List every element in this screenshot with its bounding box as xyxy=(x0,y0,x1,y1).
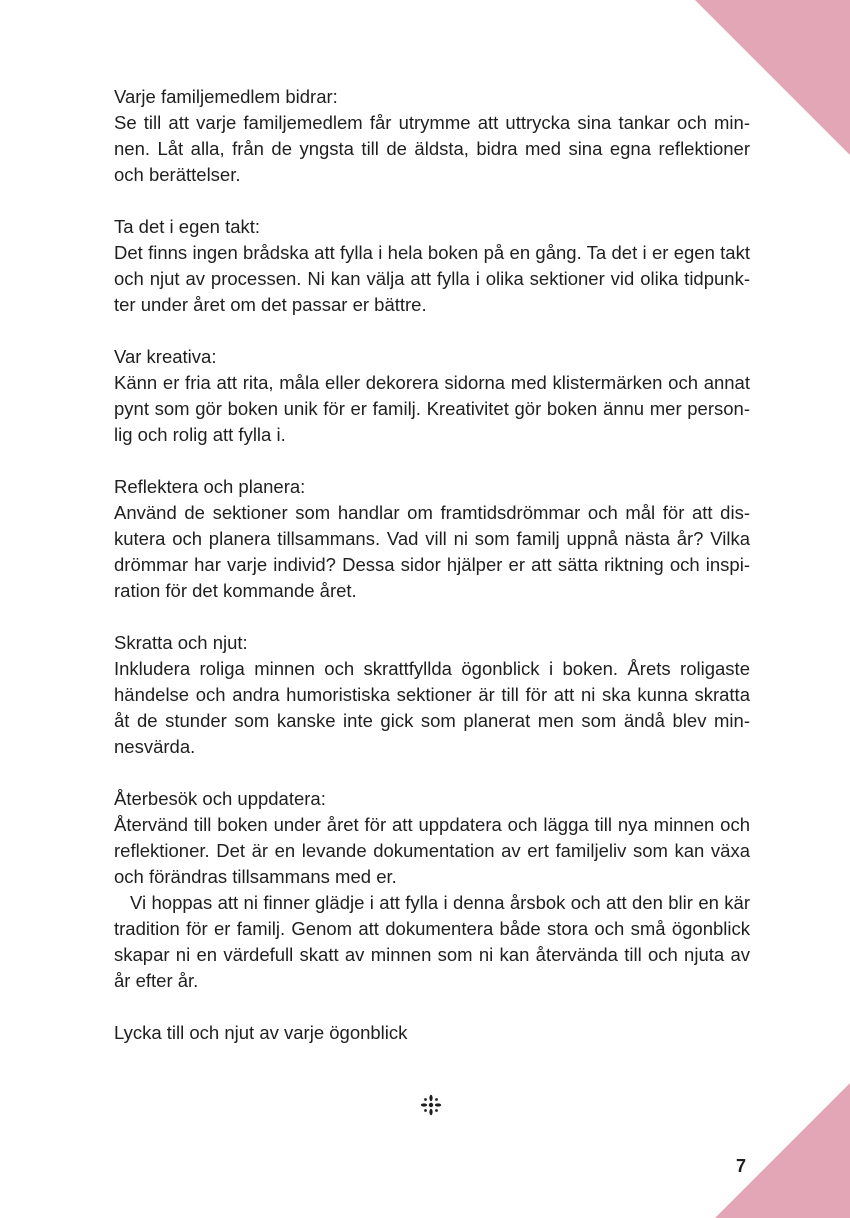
text-line: Använd de sektioner som handlar om framtidsdrömmar och mål för att dis- xyxy=(114,502,750,523)
text-line: reflektioner. Det är en levande dokumentation av ert familjeliv som kan växa xyxy=(114,840,750,861)
text-line: och berättelser. xyxy=(114,164,241,185)
text-line: år efter år. xyxy=(114,970,199,991)
text-line: Det finns ingen brådska att fylla i hela boken på en gång. Ta det i er egen takt xyxy=(114,242,750,263)
closing-line: Lycka till och njut av varje ögonblick xyxy=(114,1022,408,1043)
text-line: och förändras tillsammans med er. xyxy=(114,866,397,887)
text-line: lig och rolig att fylla i. xyxy=(114,424,286,445)
text-line: Känn er fria att rita, måla eller dekorera sidorna med klistermärken och annat xyxy=(114,372,750,393)
text-line: nesvärda. xyxy=(114,736,196,757)
corner-decoration-bottom xyxy=(715,1083,850,1218)
text-line: händelse och andra humoristiska sektioner är till för att ni ska kunna skratta xyxy=(114,684,750,705)
text-line: Återvänd till boken under året för att uppdatera och lägga till nya minnen och xyxy=(114,814,750,835)
section-revisit-update xyxy=(114,786,750,994)
text-line: nen. Låt alla, från de yngsta till de äldsta, bidra med sina egna reflektioner xyxy=(114,138,750,159)
text-line: och njut av processen. Ni kan välja att fylla i olika sektioner vid olika tidpunk- xyxy=(114,268,750,289)
section-own-pace xyxy=(114,214,750,318)
page-content xyxy=(114,84,750,1046)
section-reflect-plan xyxy=(114,474,750,604)
section-heading: Var kreativa: xyxy=(114,346,217,367)
text-line: kutera och planera tillsammans. Vad vill ni som familj uppnå nästa år? Vilka xyxy=(114,528,750,549)
section-heading: Reflektera och planera: xyxy=(114,476,306,497)
text-line: tradition för er familj. Genom att dokumentera både stora och små ögonblick xyxy=(114,918,750,939)
text-line: ter under året om det passar er bättre. xyxy=(114,294,427,315)
text-line: skapar ni en värdefull skatt av minnen som ni kan återvända till och njuta av xyxy=(114,944,750,965)
text-line: Se till att varje familjemedlem får utrymme att uttrycka sina tankar och min- xyxy=(114,112,750,133)
section-heading: Återbesök och uppdatera: xyxy=(114,788,326,809)
asterisk-flower-icon xyxy=(420,1094,442,1116)
text-line: drömmar har varje individ? Dessa sidor hjälper er att sätta riktning och inspi- xyxy=(114,554,750,575)
text-line: pynt som gör boken unik för er familj. Kreativitet gör boken ännu mer person- xyxy=(114,398,750,419)
section-heading: Skratta och njut: xyxy=(114,632,248,653)
section-heading: Ta det i egen takt: xyxy=(114,216,261,237)
section-heading: Varje familjemedlem bidrar: xyxy=(114,86,338,107)
text-line: Vi hoppas att ni finner glädje i att fylla i denna årsbok och att den blir en kär xyxy=(130,892,750,913)
section-laugh-enjoy xyxy=(114,630,750,760)
text-line: ration för det kommande året. xyxy=(114,580,357,601)
text-line: Inkludera roliga minnen och skrattfyllda ögonblick i boken. Årets roligaste xyxy=(114,658,750,679)
section-contribute xyxy=(114,84,750,188)
text-line: åt de stunder som kanske inte gick som planerat men som ändå blev min- xyxy=(114,710,750,731)
section-creative xyxy=(114,344,750,448)
page-number: 7 xyxy=(736,1156,747,1176)
